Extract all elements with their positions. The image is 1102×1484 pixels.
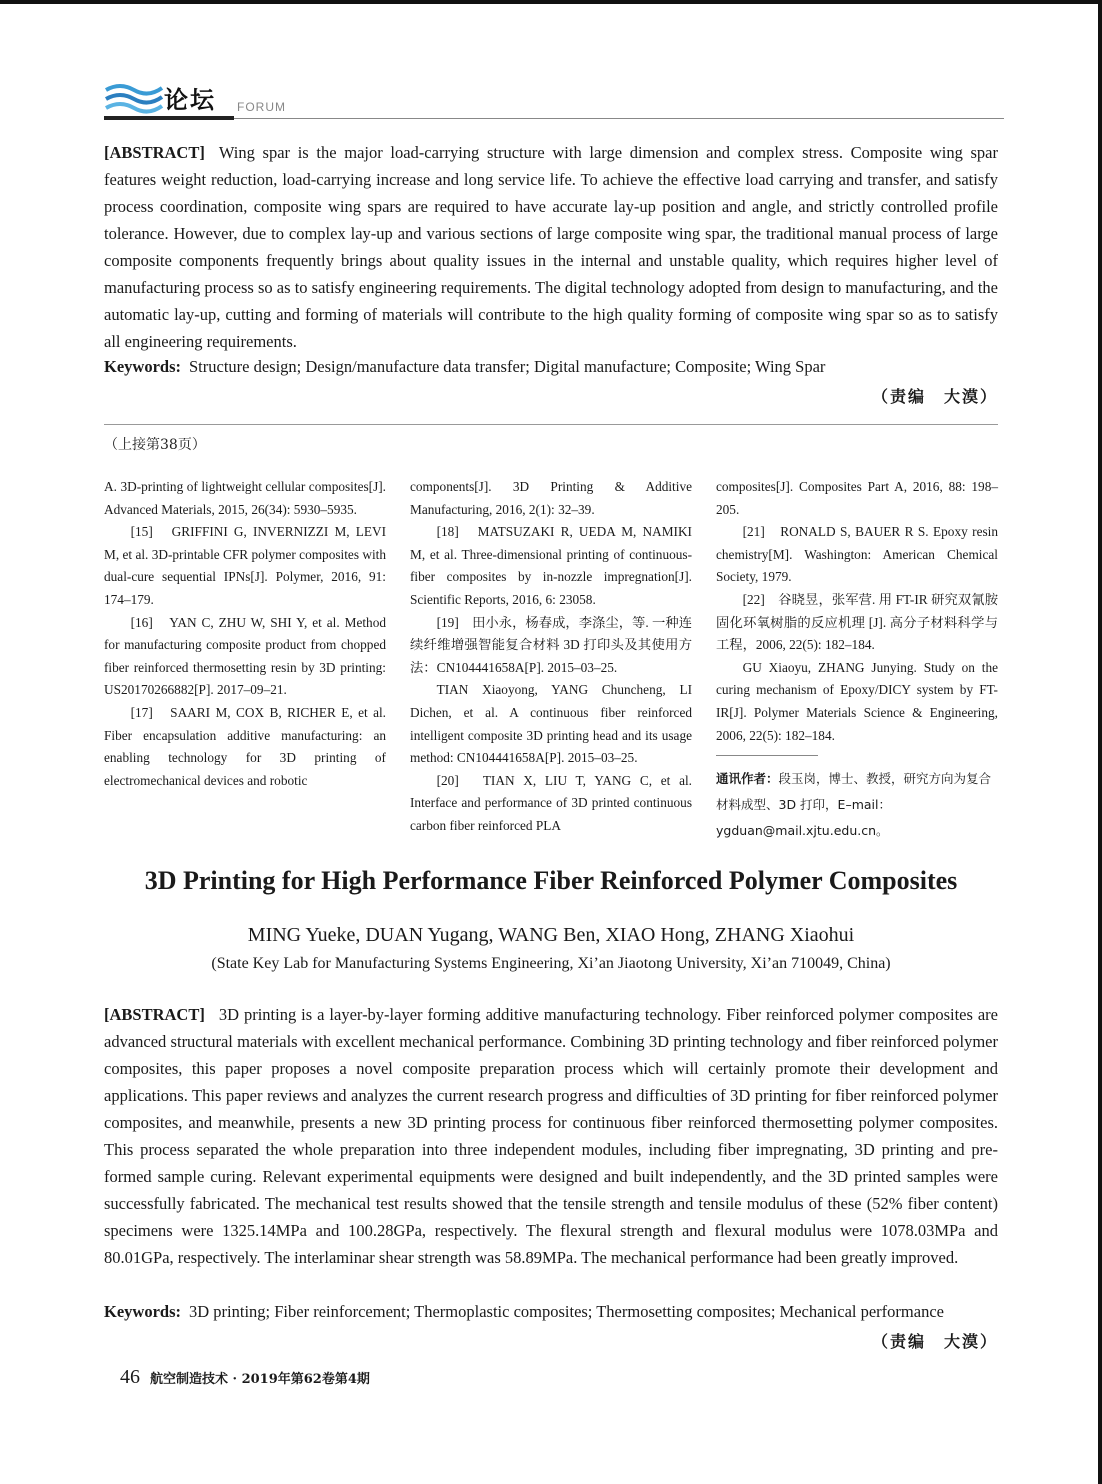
right-border xyxy=(1098,0,1102,1484)
contact-label: 通讯作者： xyxy=(716,771,779,787)
abstract-main xyxy=(104,1001,998,1271)
continued-note: （上接第38页） xyxy=(104,437,206,453)
header-bar xyxy=(104,116,234,120)
abstract-main-label: [ABSTRACT] xyxy=(104,1005,205,1024)
references-col-1 xyxy=(104,476,386,792)
section-title-en: FORUM xyxy=(237,100,286,114)
article-authors: MING Yueke, DUAN Yugang, WANG Ben, XIAO Hong, ZHANG Xiaohui xyxy=(247,924,855,946)
reference-item: A. 3D-printing of lightweight cellular composites[J]. Advanced Materials, 2015, 26(34): 5930–5935. xyxy=(104,479,386,517)
references-col-2 xyxy=(410,476,692,838)
reference-item: [17] SAARI M, COX B, RICHER E, et al. Fiber encapsulation additive manufacturing: an enabling technology for 3D printing of electromechanical devices and robotic xyxy=(104,704,386,788)
keywords-top-text: Structure design; Design/manufacture data transfer; Digital manufacture; Composite; Wing Spar xyxy=(189,357,826,376)
abstract-top-text: Wing spar is the major load-carrying structure with large dimension and complex stress. Composite wing spar features weight reduction, load-carrying increase and long service life. To achieve the effective load carrying and transfer, and satisfy process coordination, composite wing spars are required to have accurate lay-up position and angle, and strictly controlled profile tolerance. However, due to complex lay-up and various sections of large composite wing spar, the traditional manual process of large composite components frequently brings about quality issues in the internal and unstable quality, which requires higher level of manufacturing process so as to satisfy engineering requirements. The digital technology adopted from design to manufacturing, and the automatic lay-up, cutting and forming of materials will contribute to the high quality forming of composite wing spar so as to satisfy all engineering requirements. xyxy=(104,143,998,351)
page-number: 46 xyxy=(120,1366,140,1388)
reference-item: [20] TIAN X, LIU T, YANG C, et al. Interface and performance of 3D printed continuous carbon fiber reinforced PLA xyxy=(410,772,692,833)
reference-item: [21] RONALD S, BAUER R S. Epoxy resin chemistry[M]. Washington: American Chemical Society, 1979. xyxy=(716,524,998,585)
section-separator xyxy=(104,424,998,425)
section-header xyxy=(104,76,1004,122)
keywords-top-label: Keywords: xyxy=(104,357,181,376)
waves-logo-icon xyxy=(104,80,164,116)
reference-item: [19] 田小永，杨春成，李涤尘，等. 一种连续纤维增强智能复合材料 3D 打印头及其使用方法：CN104441658A[P]. 2015–03–25. xyxy=(410,614,692,675)
reference-item: composites[J]. Composites Part A, 2016, 88: 198–205. xyxy=(716,479,998,517)
reference-item: [22] 谷晓昱，张军营. 用 FT-IR 研究双氰胺固化环氧树脂的反应机理 [J]. 高分子材料科学与工程，2006, 22(5): 182–184. xyxy=(716,591,998,653)
reference-item: components[J]. 3D Printing & Additive Manufacturing, 2016, 2(1): 32–39. xyxy=(410,479,692,517)
contact-text: 段玉岗，博士、教授，研究方向为复合材料成型、3D 打印，E–mail：ygduan@mail.xjtu.edu.cn。 xyxy=(716,771,992,839)
article-title: 3D Printing for High Performance Fiber Reinforced Polymer Composites xyxy=(144,866,958,895)
reference-item: [16] YAN C, ZHU W, SHI Y, et al. Method for manufacturing composite product from chopped fiber reinforced thermosetting resin by 3D printing: US20170266882[P]. 2017–09–21. xyxy=(104,614,386,698)
keywords-main xyxy=(104,1302,998,1322)
keywords-top xyxy=(104,357,998,377)
reference-item: TIAN Xiaoyong, YANG Chuncheng, LI Dichen, et al. A continuous fiber reinforced intelligent composite 3D printing head and its usage method: CN104441658A[P]. 2015–03–25. xyxy=(410,682,692,766)
page-footer xyxy=(120,1366,370,1389)
journal-name: 航空制造技术 · 2019年第62卷第4期 xyxy=(150,1372,370,1387)
references-col-3 xyxy=(716,476,998,844)
corresponding-author xyxy=(716,766,998,844)
keywords-main-text: 3D printing; Fiber reinforcement; Thermoplastic composites; Thermosetting composites; Mechanical performance xyxy=(189,1302,944,1321)
abstract-top-label: [ABSTRACT] xyxy=(104,143,205,162)
article-affiliation: (State Key Lab for Manufacturing Systems Engineering, Xi’an Jiaotong University, Xi’an 710049, China) xyxy=(211,955,891,972)
section-title-cn: 论坛 xyxy=(164,86,216,114)
abstract-top xyxy=(104,139,998,355)
reference-item: [18] MATSUZAKI R, UEDA M, NAMIKI M, et al. Three-dimensional printing of continuous-fiber composites by in-nozzle impregnation[J]. Scientific Reports, 2016, 6: 23058. xyxy=(410,524,692,607)
reference-item: [15] GRIFFINI G, INVERNIZZI M, LEVI M, et al. 3D-printable CFR polymer composites with dual-cure sequential IPNs[J]. Polymer, 2016, 91: 174–179. xyxy=(104,524,386,607)
contact-rule xyxy=(716,755,818,756)
reference-item: GU Xiaoyu, ZHANG Junying. Study on the curing mechanism of Epoxy/DICY system by FT-IR[J]. Polymer Materials Science & Engineering, 2006, 22(5): 182–184. xyxy=(716,659,998,743)
top-border xyxy=(0,0,1102,4)
keywords-main-label: Keywords: xyxy=(104,1302,181,1321)
editor-top: （责编 大漠） xyxy=(871,387,998,406)
abstract-main-text: 3D printing is a layer-by-layer forming additive manufacturing technology. Fiber reinforced polymer composites are advanced structural materials with excellent mechanical performance. Combining 3D printing technology and fiber reinforced polymer composites, this paper proposes a novel composite preparation process which will certainly promote their development and applications. This paper reviews and analyzes the current research progress and difficulties of 3D printing for fiber reinforced polymer composites, and meanwhile, presents a new 3D printing process for continuous fiber reinforced thermosetting polymer composites. This process separated the whole preparation into three independent modules, including fiber impregnating, 3D printing and pre-formed sample curing. Relevant experimental equipments were designed and built independently, and the 3D printed samples were successfully fabricated. The mechanical test results showed that the tensile strength and tensile modulus of these (52% fiber content) specimens were 1325.14MPa and 100.28GPa, respectively. The flexural strength and flexural modulus were 1078.03MPa and 80.01GPa, respectively. The interlaminar shear strength was 58.89MPa. The mechanical performance had been greatly improved. xyxy=(104,1005,998,1267)
header-rule xyxy=(234,118,1004,119)
editor-main: （责编 大漠） xyxy=(871,1332,998,1351)
